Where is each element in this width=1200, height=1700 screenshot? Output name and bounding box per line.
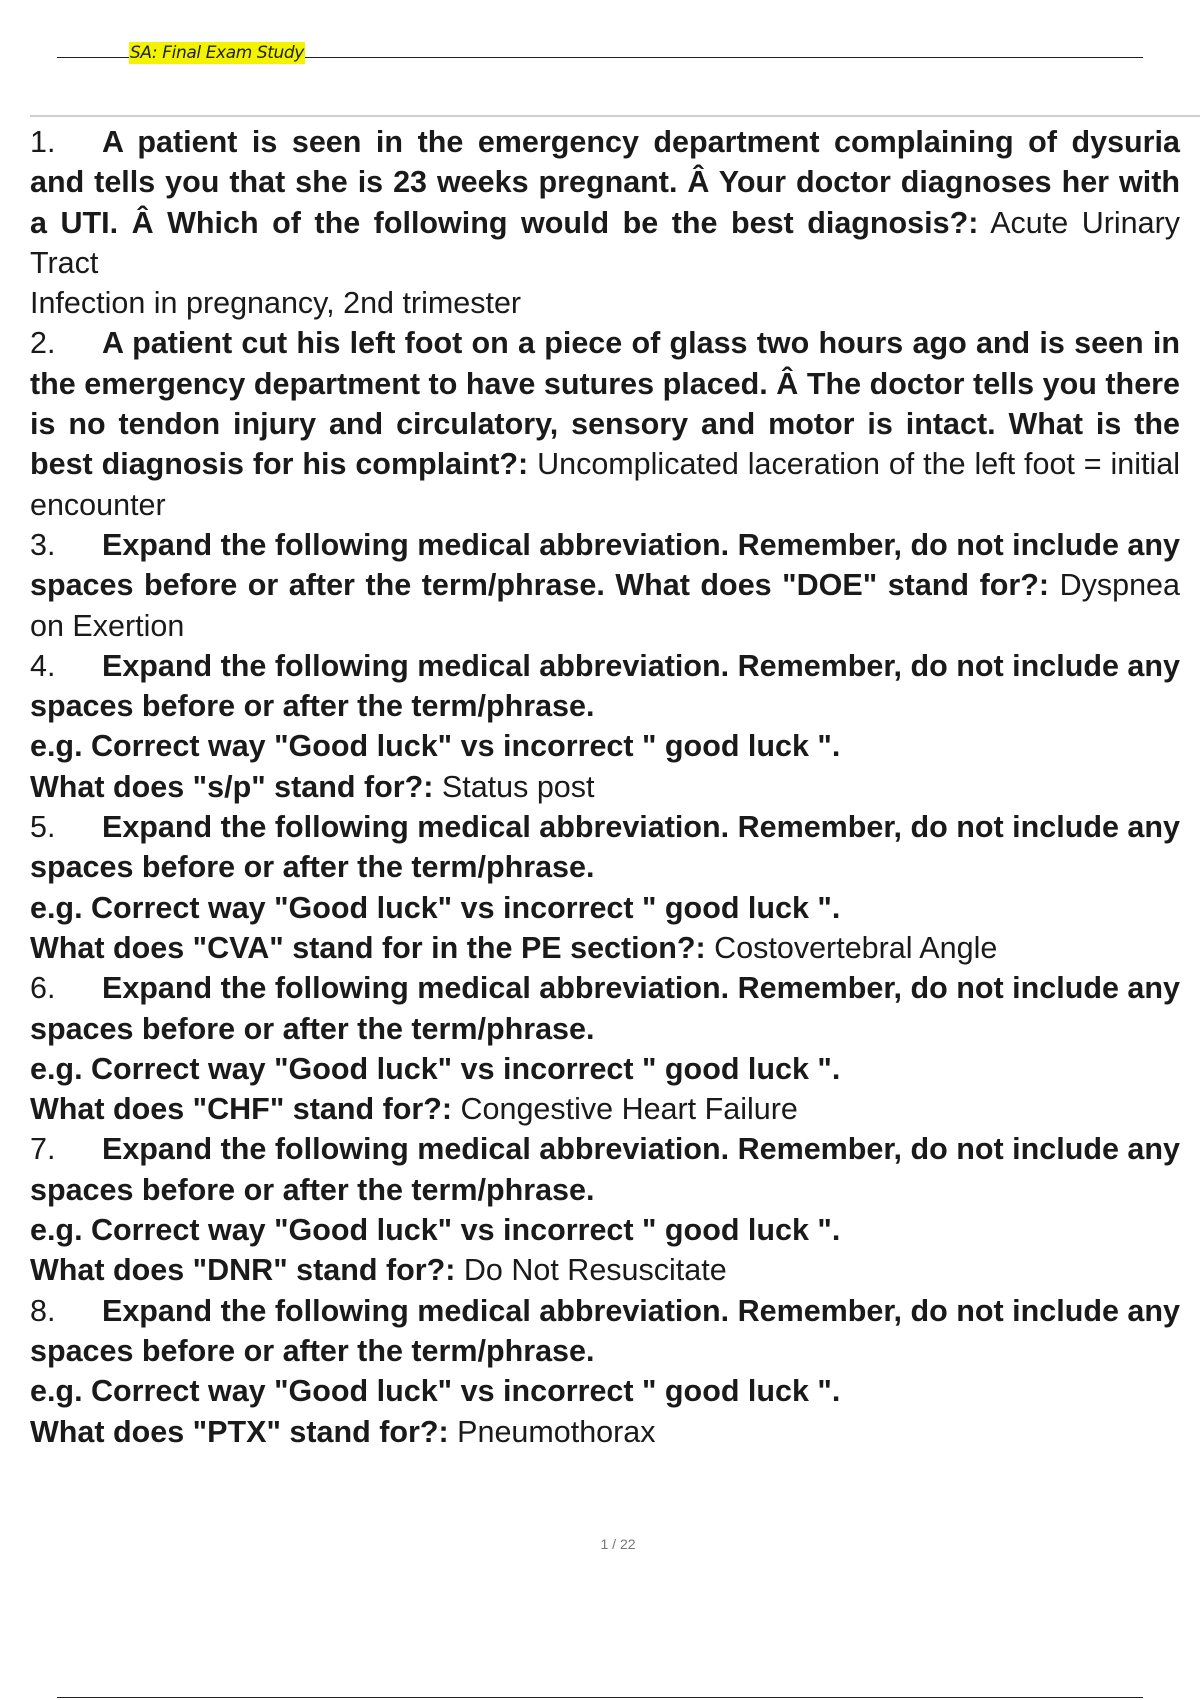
qa-item-3 bbox=[30, 525, 1180, 646]
question-text: Expand the following medical abbreviation. Remember, do not include any spaces before or after the term/phrase. bbox=[30, 648, 1180, 724]
qa-item-5 bbox=[30, 807, 1180, 968]
item-number: 6. bbox=[30, 971, 56, 1006]
question-text: Expand the following medical abbreviation. Remember, do not include any spaces before or after the term/phrase. bbox=[30, 1293, 1180, 1368]
item-number: 5. bbox=[30, 810, 56, 845]
example-line: e.g. Correct way "Good luck" vs incorrect " good luck ". bbox=[30, 1374, 841, 1409]
example-line: e.g. Correct way "Good luck" vs incorrect " good luck ". bbox=[30, 890, 841, 925]
question-block bbox=[30, 1129, 1180, 1210]
question-text: A patient cut his left foot on a piece of glass two hours ago and is seen in the emergency department to have sutures placed. Â The doctor tells you there is no tendon injury and circulatory, sensory and motor is intact. What is the best diagnosis for his complaint?: bbox=[30, 326, 1180, 482]
qa-item-1 bbox=[30, 122, 1180, 323]
prompt-text: What does "CHF" stand for?: bbox=[30, 1092, 453, 1127]
question-text: Expand the following medical abbreviation. Remember, do not include any spaces before or after the term/phrase. bbox=[30, 1132, 1180, 1207]
item-number: 8. bbox=[30, 1293, 56, 1328]
prompt-answer-line bbox=[30, 1089, 1180, 1129]
item-number: 4. bbox=[30, 648, 56, 683]
answer-text: Pneumothorax bbox=[457, 1414, 656, 1449]
qa-item-8 bbox=[30, 1291, 1180, 1452]
answer-text: Status post bbox=[441, 769, 595, 804]
prompt-text: What does "CVA" stand for in the PE section?: bbox=[30, 930, 706, 965]
qa-item-6 bbox=[30, 968, 1180, 1129]
prompt-answer-line bbox=[30, 928, 1180, 968]
example-line: e.g. Correct way "Good luck" vs incorrect " good luck ". bbox=[30, 1051, 841, 1086]
item-number: 7. bbox=[30, 1132, 56, 1167]
document-body bbox=[30, 122, 1180, 1452]
prompt-answer-line bbox=[30, 1412, 1180, 1452]
qa-item-2 bbox=[30, 323, 1180, 524]
question-block bbox=[30, 646, 1180, 727]
answer-text: Costovertebral Angle bbox=[714, 930, 998, 965]
prompt-text: What does "s/p" stand for?: bbox=[30, 769, 434, 804]
header-title: SA: Final Exam Study bbox=[130, 43, 304, 63]
question-text: Expand the following medical abbreviation. Remember, do not include any spaces before or after the term/phrase. What does "DOE" stand for?: bbox=[30, 527, 1180, 603]
content-divider bbox=[30, 115, 1200, 117]
prompt-answer-line bbox=[30, 1250, 1180, 1290]
question-block bbox=[30, 1291, 1180, 1372]
answer-text: Acute Urinary Tract bbox=[30, 205, 1180, 280]
answer-continuation bbox=[30, 283, 1180, 323]
footer-rule bbox=[57, 1697, 1143, 1698]
prompt-text: What does "DNR" stand for?: bbox=[30, 1253, 456, 1288]
question-text: Expand the following medical abbreviation. Remember, do not include any spaces before or after the term/phrase. bbox=[30, 971, 1180, 1046]
page-header bbox=[57, 38, 1143, 74]
answer-text: Uncomplicated laceration of the left foot = initial encounter bbox=[30, 447, 1180, 522]
question-text: Expand the following medical abbreviation. Remember, do not include any spaces before or after the term/phrase. bbox=[30, 810, 1180, 885]
prompt-answer-line bbox=[30, 767, 1180, 807]
answer-text: Do Not Resuscitate bbox=[463, 1253, 727, 1288]
qa-item-7 bbox=[30, 1129, 1180, 1290]
qa-item-1-question-block bbox=[30, 122, 1180, 283]
item-number: 2. bbox=[30, 326, 56, 361]
question-text: A patient is seen in the emergency department complaining of dysuria and tells you that she is 23 weeks pregnant. Â Your doctor diagnoses her with a UTI. Â Which of the following would be the best diagnosis?: bbox=[30, 125, 1180, 240]
example-line: e.g. Correct way "Good luck" vs incorrect " good luck ". bbox=[30, 1213, 841, 1248]
answer-text: Congestive Heart Failure bbox=[460, 1092, 798, 1127]
question-block bbox=[30, 807, 1180, 888]
answer-text-continued: Infection in pregnancy, 2nd trimester bbox=[30, 286, 522, 321]
item-number: 3. bbox=[30, 527, 56, 562]
qa-item-4 bbox=[30, 646, 1180, 807]
prompt-text: What does "PTX" stand for?: bbox=[30, 1414, 449, 1449]
item-number: 1. bbox=[30, 125, 56, 159]
question-block bbox=[30, 968, 1180, 1049]
answer-text: Dyspnea on Exertion bbox=[30, 568, 1180, 643]
page-indicator: 1 / 22 bbox=[600, 1536, 636, 1552]
example-line: e.g. Correct way "Good luck" vs incorrect " good luck ". bbox=[30, 729, 841, 764]
